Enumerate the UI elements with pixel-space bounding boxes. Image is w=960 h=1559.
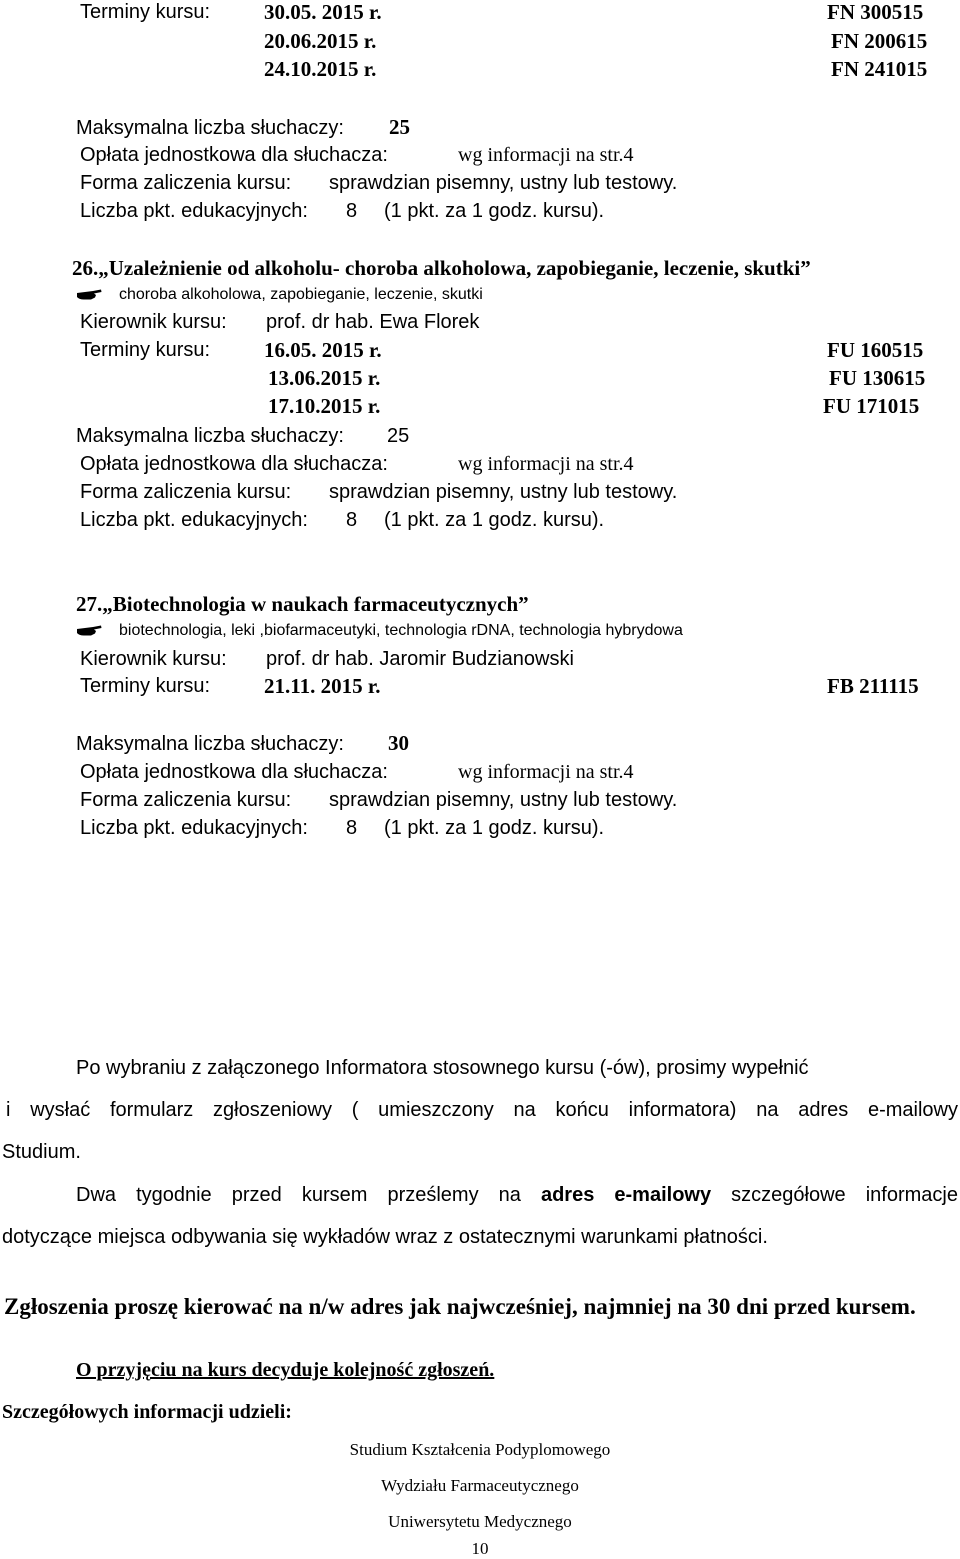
term-date: 24.10.2015 r. xyxy=(264,57,377,81)
max-participants-value: 25 xyxy=(387,425,410,447)
order-note: O przyjęciu na kurs decyduje kolejność zgłoszeń. xyxy=(76,1359,495,1381)
course-code: FU 160515 xyxy=(827,338,924,362)
course-code: FB 211115 xyxy=(827,674,919,698)
points-label: Liczba pkt. edukacyjnych: xyxy=(80,817,308,839)
course-title: „Uzależnienie od alkoholu- choroba alkoholowa, zapobieganie, leczenie, skutki” xyxy=(98,256,811,280)
completion-form-value: sprawdzian pisemny, ustny lub testowy. xyxy=(329,172,678,194)
fee-label: Opłata jednostkowa dla słuchacza: xyxy=(80,761,388,783)
course-keywords: choroba alkoholowa, zapobieganie, leczenie, skutki xyxy=(119,286,483,303)
course-code: FN 241015 xyxy=(831,57,928,81)
course-code: FN 200615 xyxy=(831,29,928,53)
points-note: (1 pkt. za 1 godz. kursu). xyxy=(384,200,605,222)
info-paragraph-line: Po wybraniu z załączonego Informatora stosownego kursu (-ów), prosimy wypełnić xyxy=(76,1057,809,1079)
info-paragraph-line: Dwa tygodnie przed kursem prześlemy na adres e-mailowy szczegółowe informacje xyxy=(76,1184,958,1206)
completion-form-label: Forma zaliczenia kursu: xyxy=(80,789,292,811)
max-participants-label: Maksymalna liczba słuchaczy: xyxy=(76,733,344,755)
completion-form-value: sprawdzian pisemny, ustny lub testowy. xyxy=(329,481,678,503)
course-code: FU 171015 xyxy=(823,394,920,418)
points-note: (1 pkt. za 1 godz. kursu). xyxy=(384,509,605,531)
institution-line: Studium Kształcenia Podyplomowego xyxy=(349,1440,611,1459)
institution-line: Uniwersytetu Medycznego xyxy=(388,1512,572,1531)
points-note: (1 pkt. za 1 godz. kursu). xyxy=(384,817,605,839)
course-code: FN 300515 xyxy=(827,0,924,24)
term-date: 13.06.2015 r. xyxy=(268,366,381,390)
manager-value: prof. dr hab. Ewa Florek xyxy=(266,311,480,333)
fee-label: Opłata jednostkowa dla słuchacza: xyxy=(80,144,388,166)
terms-label: Terminy kursu: xyxy=(80,675,211,697)
email-address-emphasis: adres e-mailowy xyxy=(540,1184,712,1206)
course-heading xyxy=(72,256,811,280)
terms-label: Terminy kursu: xyxy=(80,1,211,23)
page-number: 10 xyxy=(471,1539,489,1558)
points-label: Liczba pkt. edukacyjnych: xyxy=(80,509,308,531)
term-date: 17.10.2015 r. xyxy=(268,394,381,418)
completion-form-label: Forma zaliczenia kursu: xyxy=(80,481,292,503)
info-paragraph-line: i wysłać formularz zgłoszeniowy ( umieszczony na końcu informatora) na adres e-mailowy xyxy=(6,1099,958,1121)
institution-line: Wydziału Farmaceutycznego xyxy=(381,1476,579,1495)
details-label: Szczegółowych informacji udzieli: xyxy=(2,1401,292,1423)
max-participants-value: 25 xyxy=(389,115,410,139)
info-paragraph-line: dotyczące miejsca odbywania się wykładów wraz z ostatecznymi warunkami płatności. xyxy=(2,1226,768,1248)
max-participants-label: Maksymalna liczba słuchaczy: xyxy=(76,425,344,447)
fee-value: wg informacji na str.4 xyxy=(458,453,634,475)
points-value: 8 xyxy=(346,200,358,222)
course-code: FU 130615 xyxy=(829,366,926,390)
course-number: 27. xyxy=(76,592,103,616)
completion-form-label: Forma zaliczenia kursu: xyxy=(80,172,292,194)
points-label: Liczba pkt. edukacyjnych: xyxy=(80,200,308,222)
term-date: 20.06.2015 r. xyxy=(264,29,377,53)
fee-value: wg informacji na str.4 xyxy=(458,144,634,166)
term-date: 21.11. 2015 r. xyxy=(264,674,381,698)
max-participants-label: Maksymalna liczba słuchaczy: xyxy=(76,117,344,139)
completion-form-value: sprawdzian pisemny, ustny lub testowy. xyxy=(329,789,678,811)
info-paragraph-line: Studium. xyxy=(2,1141,81,1163)
term-date: 16.05. 2015 r. xyxy=(264,338,382,362)
terms-label: Terminy kursu: xyxy=(80,339,211,361)
pointing-hand-icon xyxy=(76,624,104,643)
manager-value: prof. dr hab. Jaromir Budzianowski xyxy=(266,648,574,670)
course-heading xyxy=(76,592,529,616)
application-notice: Zgłoszenia proszę kierować na n/w adres jak najwcześniej, najmniej na 30 dni przed kursem. xyxy=(4,1294,916,1319)
course-number: 26. xyxy=(72,256,99,280)
points-value: 8 xyxy=(346,509,358,531)
course-title: „Biotechnologia w naukach farmaceutycznych” xyxy=(102,592,529,616)
points-value: 8 xyxy=(346,817,358,839)
manager-label: Kierownik kursu: xyxy=(80,311,227,333)
term-date: 30.05. 2015 r. xyxy=(264,0,382,24)
pointing-hand-icon xyxy=(76,288,104,307)
manager-label: Kierownik kursu: xyxy=(80,648,227,670)
fee-label: Opłata jednostkowa dla słuchacza: xyxy=(80,453,388,475)
max-participants-value: 30 xyxy=(388,731,409,755)
fee-value: wg informacji na str.4 xyxy=(458,761,634,783)
course-keywords: biotechnologia, leki ,biofarmaceutyki, technologia rDNA, technologia hybrydowa xyxy=(119,622,683,639)
